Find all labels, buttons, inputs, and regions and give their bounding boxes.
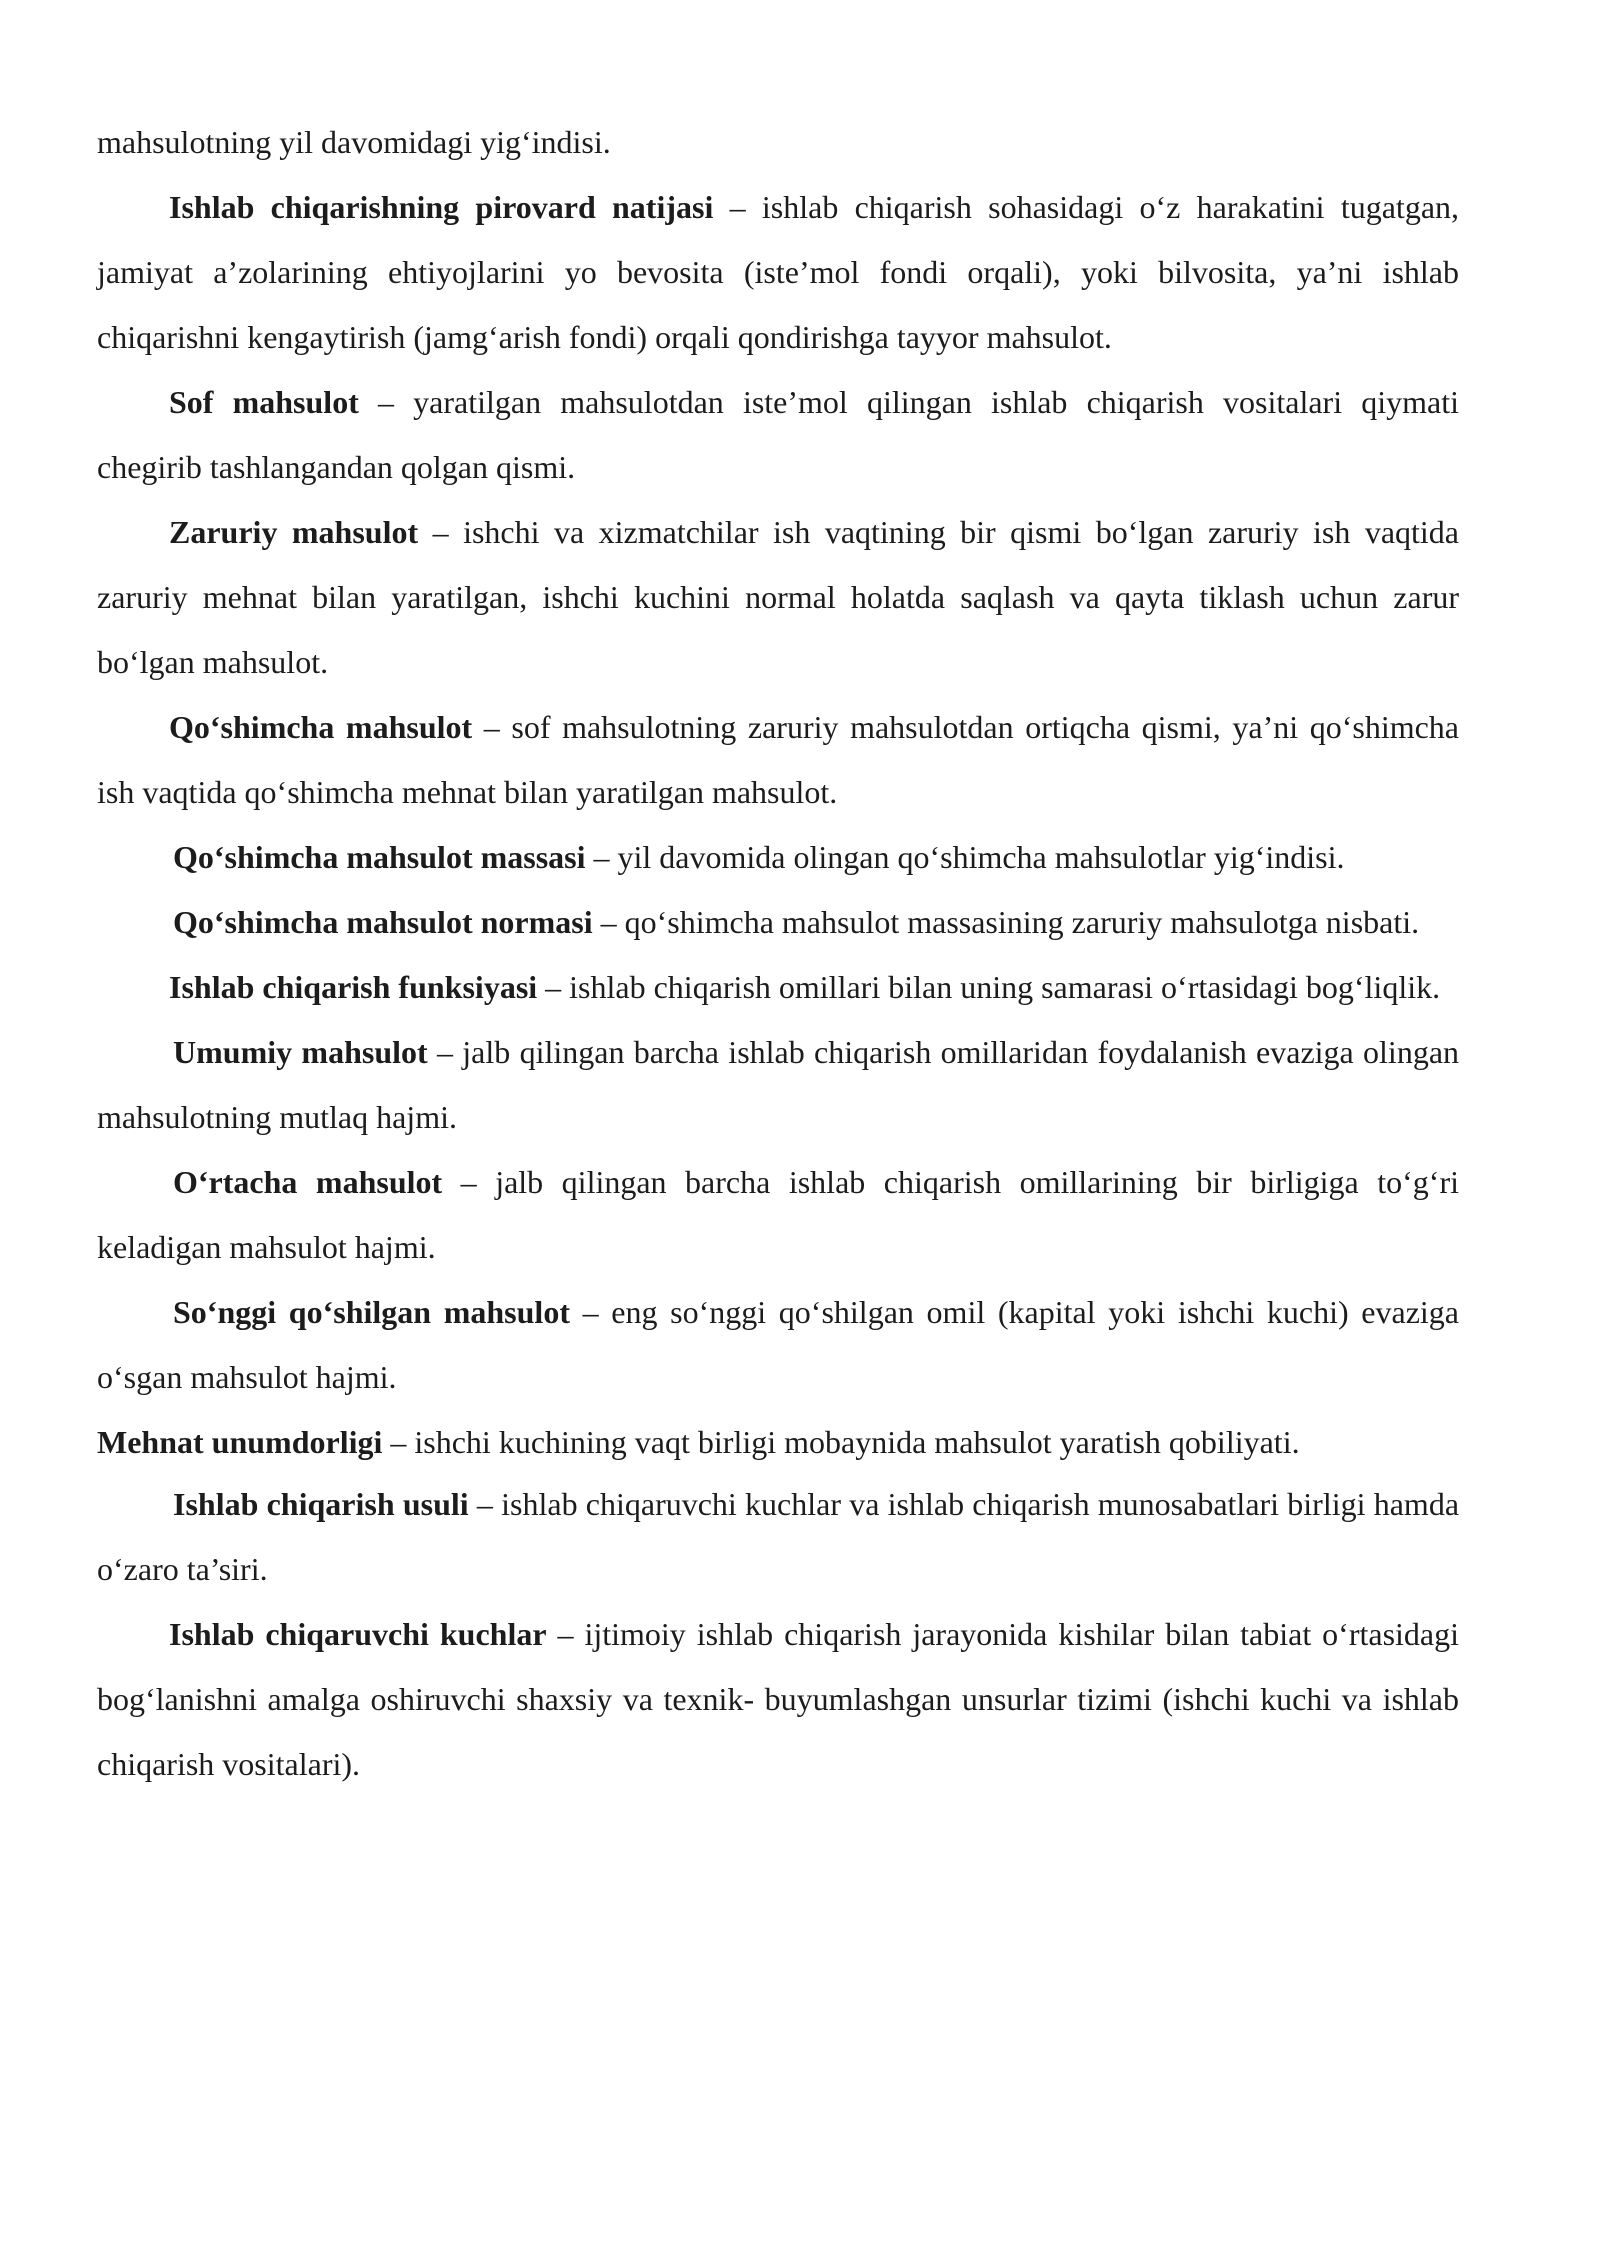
definition-dash: – [585,839,618,875]
definition-text: yaratilgan mahsulotdan iste’mol qilingan ishlab chiqarish vositalari qiymati chegirib tashlangandan qolgan qismi. [97,384,1460,485]
definition-term: So‘nggi qo‘shilgan mahsulot [173,1294,570,1330]
definition-dash: – [468,1486,502,1522]
definition-term: Qo‘shimcha mahsulot massasi [173,839,586,875]
definition-term: Ishlab chiqarish funksiyasi [169,969,538,1005]
definition-ishlab-chiqarish-funksiyasi [97,955,1459,1020]
definition-qoshimcha-massasi [97,825,1459,890]
definition-dash: – [358,384,414,420]
definition-dash: – [713,189,762,225]
definition-text: ijtimoiy ishlab chiqarish jarayonida kishilar bilan tabiat o‘rtasidagi bog‘lanishni amalga oshiruvchi shaxsiy va texnik- buyumlashgan unsurlar tizimi (ishchi kuchi va ishlab chiqarish vositalari). [97,1616,1460,1782]
definition-dash: – [427,1034,463,1070]
definition-term: O‘rtacha mahsulot [173,1164,443,1200]
document-page [97,110,1459,1797]
definition-text: jalb qilingan barcha ishlab chiqarish omillarining bir birligiga to‘g‘ri keladigan mahsulot hajmi. [97,1164,1460,1265]
definition-text: qo‘shimcha mahsulot massasining zaruriy mahsulotga nisbati. [624,904,1420,940]
definition-sof-mahsulot [97,370,1459,500]
definition-term: Zaruriy mahsulot [169,514,419,550]
definition-text: sof mahsulotning zaruriy mahsulotdan ortiqcha qismi, ya’ni qo‘shimcha ish vaqtida qo‘shimcha mehnat bilan yaratilgan mahsulot. [97,709,1460,810]
definition-mehnat-unumdorligi [97,1420,1459,1464]
definition-dash: – [537,969,570,1005]
definition-ishlab-chiqarish-usuli [97,1472,1459,1602]
definition-songgi-qoshilgan-mahsulot [97,1280,1459,1410]
paragraph-continuation [97,110,1459,175]
definition-text: jalb qilingan barcha ishlab chiqarish omillaridan foydalanish evaziga olingan mahsulotning mutlaq hajmi. [97,1034,1460,1135]
definition-text: ishlab chiqaruvchi kuchlar va ishlab chiqarish munosabatlari birligi hamda o‘zaro ta’siri. [97,1486,1460,1587]
definition-term: Mehnat unumdorligi [97,1424,383,1460]
definition-text: ishchi kuchining vaqt birligi mobaynida mahsulot yaratish qobiliyati. [414,1424,1300,1460]
definition-dash: – [546,1616,585,1652]
definition-ortacha-mahsulot [97,1150,1459,1280]
definition-text: yil davomida olingan qo‘shimcha mahsulotlar yig‘indisi. [617,839,1345,875]
definition-term: Qo‘shimcha mahsulot [169,709,473,745]
definition-dash: – [442,1164,496,1200]
paragraph-text: mahsulotning yil davomidagi yig‘indisi. [97,124,611,160]
definition-text: ishlab chiqarish omillari bilan uning samarasi o‘rtasidagi bog‘liqlik. [569,969,1441,1005]
definition-dash: – [592,904,625,940]
definition-qoshimcha-mahsulot [97,695,1459,825]
definition-text: eng so‘nggi qo‘shilgan omil (kapital yoki ishchi kuchi) evaziga o‘sgan mahsulot hajmi. [97,1294,1460,1395]
definition-term: Ishlab chiqaruvchi kuchlar [169,1616,547,1652]
definition-ishlab-chiqaruvchi-kuchlar [97,1602,1459,1797]
definition-dash: – [569,1294,612,1330]
definition-text: ishchi va xizmatchilar ish vaqtining bir qismi bo‘lgan zaruriy ish vaqtida zaruriy mehnat bilan yaratilgan, ishchi kuchini normal holatda saqlash va qayta tiklash uchun zarur bo‘lgan mahsulot. [97,514,1460,680]
definition-term: Ishlab chiqarish usuli [173,1486,469,1522]
definition-term: Qo‘shimcha mahsulot normasi [173,904,593,940]
definition-zaruriy-mahsulot [97,500,1459,695]
definition-dash: – [472,709,512,745]
definition-dash: – [418,514,464,550]
definition-qoshimcha-normasi [97,890,1459,955]
definition-text: ishlab chiqarish sohasidagi o‘z harakatini tugatgan, jamiyat a’zolarining ehtiyojlarini yo bevosita (iste’mol fondi orqali), yoki bilvosita, ya’ni ishlab chiqarishni kengaytirish (jamg‘arish fondi) orqali qondirishga tayyor mahsulot. [97,189,1460,355]
definition-umumiy-mahsulot [97,1020,1459,1150]
definition-pirovard-natija [97,175,1459,370]
definition-term: Ishlab chiqarishning pirovard natijasi [169,189,714,225]
definition-term: Umumiy mahsulot [173,1034,428,1070]
definition-term: Sof mahsulot [169,384,359,420]
definition-dash: – [382,1424,415,1460]
